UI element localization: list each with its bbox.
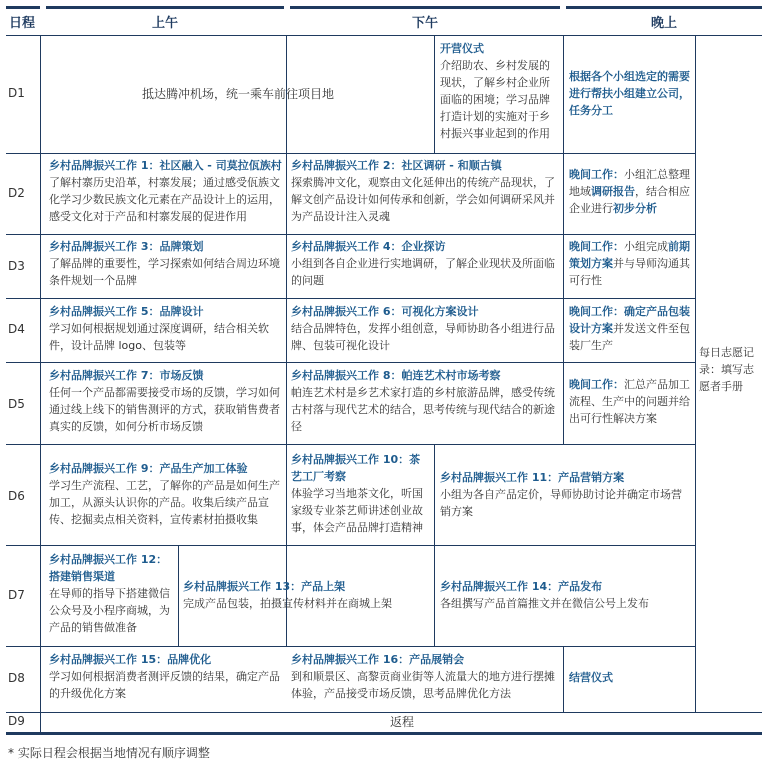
- d5-afternoon: [291, 367, 559, 435]
- d6-morning: [49, 460, 283, 528]
- d7-morning-title: 乡村品牌振兴工作 12：搭建销售渠道: [49, 553, 168, 583]
- d4-afternoon: [291, 303, 559, 354]
- d3-afternoon: [291, 238, 559, 289]
- day-label: D9: [8, 714, 25, 728]
- d4-afternoon-text: 结合品牌特色，发挥小组创意，导师协助各小组进行品牌、包装可视化设计: [291, 322, 555, 352]
- d2-afternoon-title: 乡村品牌振兴工作 2：社区调研 - 和顺古镇: [291, 159, 502, 172]
- d4-evening-label: 晚间工作：: [569, 305, 624, 318]
- daily-note: 每日志愿记录：填写志愿者手册: [699, 346, 754, 393]
- d7-morning-text: 在导师的指导下搭建微信公众号及小程序商城，为产品的销售做准备: [49, 587, 170, 634]
- row-divider: [6, 444, 695, 445]
- column-divider: [695, 35, 696, 713]
- d3-evening-text: 小组完成: [624, 240, 668, 253]
- d7-midday-title: 乡村品牌振兴工作 13：产品上架: [183, 580, 346, 593]
- day-label: D8: [8, 671, 25, 685]
- d3-evening: [569, 238, 691, 289]
- day-label: D6: [8, 489, 25, 503]
- d4-evening-bold: 确定产品包装设计方案: [569, 305, 690, 335]
- column-divider: [40, 35, 41, 733]
- d2-morning-title: 乡村品牌振兴工作 1：社区融入 - 司莫拉佤族村: [49, 159, 282, 172]
- d2-evening-text: ，结合相应企业进行: [569, 185, 690, 215]
- d5-evening-label: 晚间工作：: [569, 378, 624, 391]
- d7-morning: [49, 551, 175, 636]
- d7-evening-text: 各组撰写产品首篇推文并在微信公号上发布: [440, 597, 649, 610]
- d2-evening-bold: 初步分析: [613, 202, 657, 215]
- day-label: D4: [8, 322, 25, 336]
- row-divider: [6, 234, 695, 235]
- d4-morning-title: 乡村品牌振兴工作 5：品牌设计: [49, 305, 204, 318]
- d8-evening: 结营仪式: [569, 671, 613, 684]
- d2-afternoon-text: 探索腾冲文化，观察由文化延伸出的传统产品现状，了解文创产品设计如何传承和创新，学会如何调研采风并为产品设计注入灵魂: [291, 176, 555, 223]
- table-bottom-bar: [6, 732, 762, 735]
- d2-evening-text: 小组汇总整理地域: [569, 168, 690, 198]
- d7-evening-title: 乡村品牌振兴工作 14：产品发布: [440, 580, 603, 593]
- d6-afternoon-title: 乡村品牌振兴工作 10：茶艺工厂考察: [291, 453, 421, 483]
- row-divider: [6, 153, 695, 154]
- d1-afternoon-text: 介绍助农、乡村发展的现状，了解乡村企业所面临的困境；学习品牌打造计划的实施对于乡村振兴事业起到的作用: [440, 59, 550, 140]
- d4-evening-text: 并发送文件至包装厂生产: [569, 322, 690, 352]
- header-morning: 上午: [151, 15, 178, 31]
- d3-evening-bold: 前期策划方案: [569, 240, 690, 270]
- d1-afternoon: [440, 40, 560, 142]
- d6-evening: [440, 469, 691, 520]
- day-label: D7: [8, 588, 25, 602]
- column-divider: [434, 444, 435, 646]
- d3-evening-label: 晚间工作：: [569, 240, 624, 253]
- column-divider: [563, 646, 564, 712]
- d4-afternoon-title: 乡村品牌振兴工作 6：可视化方案设计: [291, 305, 479, 318]
- d8-afternoon-title: 乡村品牌振兴工作 16：产品展销会: [291, 653, 465, 666]
- d4-evening: [569, 303, 691, 354]
- row-divider: [6, 362, 695, 363]
- d6-evening-text: 小组为各自产品定价，导师协助讨论并确定市场营销方案: [440, 488, 682, 518]
- d4-morning: [49, 303, 283, 354]
- d7-midday: [183, 578, 433, 612]
- d3-evening-text: 并与导师沟通其可行性: [569, 257, 690, 287]
- d2-afternoon: [291, 157, 559, 225]
- d6-afternoon-text: 体验学习当地茶文化，听国家级专业茶艺师讲述创业故事，体会产品品牌打造精神: [291, 487, 423, 534]
- d8-morning: [49, 651, 283, 702]
- d3-afternoon-title: 乡村品牌振兴工作 4：企业探访: [291, 240, 446, 253]
- d2-evening-bold: 调研报告: [591, 185, 635, 198]
- day-label: D1: [8, 86, 25, 100]
- d8-morning-text: 学习如何根据消费者测评反馈的结果，确定产品的升级优化方案: [49, 670, 280, 700]
- d2-evening-label: 晚间工作：: [569, 168, 624, 181]
- d6-morning-title: 乡村品牌振兴工作 9：产品生产加工体验: [49, 462, 248, 475]
- d3-afternoon-text: 小组到各自企业进行实地调研，了解企业现状及所面临的问题: [291, 257, 555, 287]
- d9-return: 返程: [389, 715, 414, 729]
- column-divider: [563, 35, 564, 445]
- header-evening: 晚上: [650, 15, 677, 31]
- d5-evening: [569, 376, 691, 427]
- d1-evening: 根据各个小组选定的需要进行帮扶小组建立公司，任务分工: [569, 70, 690, 117]
- d8-afternoon: [291, 651, 559, 702]
- d1-morning: 抵达腾冲机场，统一乘车前往项目地: [141, 87, 334, 101]
- d6-morning-text: 学习生产流程、工艺，了解你的产品是如何生产加工，从源头认识你的产品。收集后续产品宣传、挖掘卖点相关资料，宣传素材拍摄收集: [49, 479, 280, 526]
- d7-midday-text: 完成产品包装，拍摄宣传材料并在商城上架: [183, 597, 392, 610]
- d3-morning-text: 了解品牌的重要性，学习探索如何结合周边环境条件规划一个品牌: [49, 257, 280, 287]
- d5-evening-text: 汇总产品加工流程、生产中的问题并给出可行性解决方案: [569, 378, 690, 425]
- d7-evening: [440, 578, 691, 612]
- d5-afternoon-text: 帕连艺术村是乡艺术家打造的乡村旅游品牌，感受传统古村落与现代艺术的结合，思考传统与现代结合的新途径: [291, 386, 555, 433]
- d6-evening-title: 乡村品牌振兴工作 11：产品营销方案: [440, 471, 625, 484]
- d1-afternoon-title: 开营仪式: [440, 42, 484, 55]
- d5-morning-title: 乡村品牌振兴工作 7：市场反馈: [49, 369, 204, 382]
- day-label: D3: [8, 259, 25, 273]
- column-divider: [178, 545, 179, 646]
- d3-morning-title: 乡村品牌振兴工作 3：品牌策划: [49, 240, 204, 253]
- day-label: D5: [8, 397, 25, 411]
- d3-morning: [49, 238, 283, 289]
- d8-morning-title: 乡村品牌振兴工作 15：品牌优化: [49, 653, 212, 666]
- row-divider: [6, 545, 695, 546]
- d4-morning-text: 学习如何根据规划通过深度调研，结合相关软件，设计品牌 logo、包装等: [49, 322, 269, 352]
- column-divider: [434, 35, 435, 153]
- header-afternoon: 下午: [411, 15, 438, 31]
- d5-morning: [49, 367, 283, 435]
- row-divider: [6, 646, 695, 647]
- footnote: * 实际日程会根据当地情况有顺序调整: [8, 746, 210, 760]
- header-day: 日程: [9, 15, 36, 31]
- d2-morning-text: 了解村寨历史沿革，村寨发展；通过感受佤族文化学习少数民族文化元素在产品设计上的运用，感受文化对于产品和村寨发展的促进作用: [49, 176, 280, 223]
- d5-afternoon-title: 乡村品牌振兴工作 8：帕连艺术村市场考察: [291, 369, 501, 382]
- d6-afternoon: [291, 451, 431, 536]
- day-label: D2: [8, 186, 25, 200]
- d2-evening: [569, 166, 691, 217]
- d2-morning: [49, 157, 283, 225]
- row-divider: [6, 298, 695, 299]
- d8-afternoon-text: 到和顺景区、高黎贡商业街等人流量大的地方进行摆摊体验，产品接受市场反馈，思考品牌优化方法: [291, 670, 555, 700]
- d5-morning-text: 任何一个产品都需要接受市场的反馈，学习如何通过线上线下的销售测评的方式，获取销售费者真实的反馈，如何分析市场反馈: [49, 386, 280, 433]
